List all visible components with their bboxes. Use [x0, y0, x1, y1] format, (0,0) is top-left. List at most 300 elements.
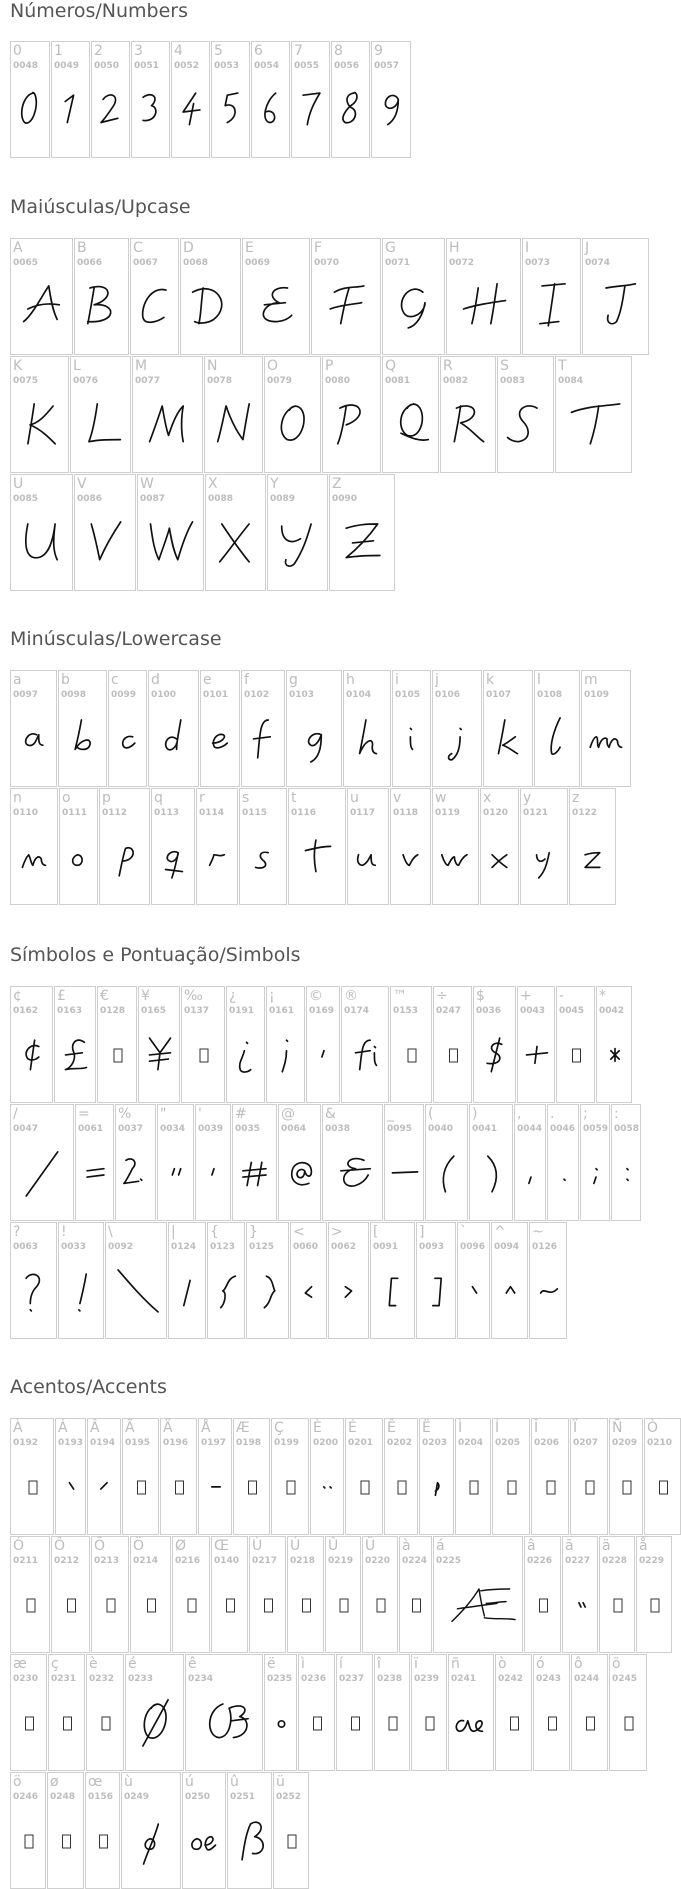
glyph-cell	[306, 986, 340, 1103]
glyph-cell	[87, 1418, 121, 1535]
glyph-cell	[10, 474, 73, 591]
glyph-character-label: á	[436, 1538, 445, 1554]
glyph-code-label: 0201	[348, 1438, 374, 1448]
glyph-character-label: Ç	[274, 1420, 284, 1436]
glyph-code-label: 0046	[550, 1124, 576, 1134]
glyph-code-label: 0039	[198, 1124, 224, 1134]
glyph-cell	[411, 1654, 447, 1771]
glyph-sample	[329, 1223, 368, 1338]
glyph-character-label: ù	[124, 1774, 133, 1790]
glyph-sample	[323, 357, 380, 472]
glyph-cell	[390, 986, 432, 1103]
glyph-character-label: L	[73, 358, 81, 374]
glyph-stroke	[385, 95, 398, 124]
glyph-stroke	[66, 1040, 87, 1069]
glyph-cell	[596, 986, 632, 1103]
glyph-stroke	[443, 1156, 453, 1192]
glyph-sample	[88, 1419, 120, 1534]
glyph-sample	[383, 357, 438, 472]
glyph-sample	[521, 789, 567, 904]
glyph-code-label: 0093	[419, 1242, 445, 1252]
missing-glyph-box	[408, 1049, 416, 1062]
glyph-character-label: p	[102, 790, 111, 806]
missing-glyph-box	[361, 1481, 369, 1494]
glyph-code-label: 0207	[573, 1438, 599, 1448]
glyph-cell	[384, 1418, 418, 1535]
glyph-sample	[268, 475, 327, 590]
glyph-cell	[137, 474, 204, 591]
glyph-character-label: Ú	[290, 1538, 301, 1554]
glyph-stroke	[338, 405, 360, 444]
glyph-code-label: 0114	[199, 808, 225, 818]
glyph-code-label: 0117	[350, 808, 376, 818]
glyph-cell	[287, 1536, 324, 1653]
glyph-cell	[345, 1418, 383, 1535]
glyph-character-label: v	[393, 790, 402, 806]
glyph-code-label: 0140	[214, 1556, 240, 1566]
glyph-stroke	[324, 1487, 331, 1488]
glyph-character-label: Ê	[387, 1420, 396, 1436]
glyph-code-label: 0224	[402, 1556, 428, 1566]
glyph-code-label: 0066	[77, 258, 103, 268]
glyph-stroke	[26, 1152, 57, 1196]
glyph-sample	[59, 1223, 103, 1338]
glyph-character-label: Õ	[94, 1538, 106, 1554]
glyph-code-label: 0083	[500, 376, 526, 386]
missing-glyph-box	[610, 1419, 642, 1534]
glyph-cell	[278, 1104, 321, 1221]
glyph-code-label: 0210	[647, 1438, 673, 1448]
missing-glyph-box	[385, 1419, 417, 1534]
missing-glyph-box	[637, 1537, 671, 1652]
glyph-code-label: 0119	[435, 808, 461, 818]
glyph-cell	[609, 1654, 647, 1771]
glyph-sample	[56, 1419, 85, 1534]
glyph-code-label: 0137	[184, 1006, 210, 1016]
glyph-character-label: Ü	[365, 1538, 376, 1554]
glyph-character-label: g	[289, 672, 298, 688]
glyph-sample	[523, 239, 580, 354]
glyph-sample	[11, 239, 72, 354]
glyph-sample	[330, 475, 394, 590]
glyph-stroke	[281, 406, 304, 440]
glyph-cell	[130, 238, 179, 355]
glyph-character-label: Y	[270, 476, 279, 492]
glyph-sample	[474, 987, 515, 1102]
glyph-stroke	[356, 1040, 377, 1069]
glyph-stroke	[488, 1156, 496, 1192]
glyph-character-label: x	[483, 790, 492, 806]
glyph-cell	[636, 1536, 672, 1653]
glyph-character-label: Ì	[458, 1420, 463, 1436]
glyph-sample	[60, 789, 97, 904]
glyph-code-label: 0243	[536, 1674, 562, 1684]
glyph-character-label: Í	[495, 1420, 500, 1436]
missing-glyph-box	[102, 1717, 110, 1730]
glyph-sample	[383, 239, 444, 354]
glyph-character-label: S	[500, 358, 509, 374]
glyph-cell	[580, 1104, 610, 1221]
glyph-cell	[264, 356, 321, 473]
glyph-code-label: 0228	[602, 1556, 628, 1566]
glyph-cell	[480, 788, 519, 905]
glyph-stroke	[218, 404, 250, 442]
glyph-cell	[207, 1222, 245, 1339]
glyph-cell	[288, 788, 346, 905]
glyph-cell	[291, 41, 330, 158]
glyph-character-label: /	[13, 1106, 18, 1122]
glyph-character-label: t	[291, 790, 297, 806]
glyph-stroke	[73, 855, 82, 866]
glyph-cell	[522, 238, 581, 355]
glyph-character-label: {	[210, 1224, 219, 1240]
glyph-code-label: 0069	[245, 258, 271, 268]
glyph-cell	[211, 41, 250, 158]
glyph-stroke	[585, 853, 600, 868]
glyph-sample	[342, 987, 388, 1102]
glyph-character-label: È	[313, 1420, 322, 1436]
glyph-cell	[571, 1654, 608, 1771]
glyph-code-label: 0115	[242, 808, 268, 818]
missing-glyph-box	[52, 1537, 89, 1652]
glyph-code-label: 0162	[13, 1006, 39, 1016]
glyph-code-label: 0252	[276, 1792, 302, 1802]
missing-glyph-box	[68, 1599, 76, 1612]
section-title-lowercase: Minúsculas/Lowercase	[10, 628, 222, 650]
glyph-code-label: 0089	[270, 494, 296, 504]
glyph-character-label: 6	[254, 43, 263, 59]
glyph-cell	[514, 1104, 546, 1221]
glyph-character-label: Ã	[125, 1420, 135, 1436]
glyph-sample	[581, 1105, 609, 1220]
missing-glyph-box	[11, 1655, 46, 1770]
glyph-code-label: 0220	[365, 1556, 391, 1566]
glyph-character-label: 7	[294, 43, 303, 59]
glyph-stroke	[26, 1274, 39, 1310]
missing-glyph-box	[200, 1049, 208, 1062]
glyph-code-label: 0216	[175, 1556, 201, 1566]
glyph-stroke	[183, 93, 200, 125]
glyph-character-label: ¥	[141, 988, 150, 1004]
glyph-character-label: Û	[328, 1538, 339, 1554]
glyph-cell	[148, 670, 199, 787]
glyph-stroke	[433, 1278, 441, 1305]
glyph-character-label: Æ	[236, 1420, 250, 1436]
missing-glyph-box	[586, 1481, 594, 1494]
glyph-stroke	[579, 1603, 585, 1607]
glyph-cell	[10, 238, 73, 355]
glyph-character-label: _	[387, 1106, 394, 1122]
glyph-cell	[97, 986, 137, 1103]
glyph-character-label: é	[128, 1656, 137, 1672]
glyph-stroke	[65, 95, 73, 122]
glyph-sample	[420, 1419, 453, 1534]
glyph-sample	[199, 1419, 231, 1534]
glyph-character-label: (	[428, 1106, 434, 1122]
glyph-character-label: ì	[301, 1656, 305, 1672]
glyph-code-label: 0042	[599, 1006, 625, 1016]
missing-glyph-box	[176, 1481, 184, 1494]
glyph-cell	[205, 474, 266, 591]
glyph-code-label: 0033	[61, 1242, 87, 1252]
glyph-code-label: 0217	[252, 1556, 278, 1566]
glyph-character-label: ñ	[451, 1656, 460, 1672]
glyph-cell	[392, 670, 431, 787]
missing-glyph-box	[64, 1717, 72, 1730]
glyph-character-label: â	[527, 1538, 536, 1554]
glyph-sample	[433, 789, 478, 904]
glyph-character-label: ô	[574, 1656, 583, 1672]
glyph-sample	[158, 1105, 193, 1220]
glyph-sample	[116, 1105, 155, 1220]
glyph-sample	[484, 671, 532, 786]
glyph-stroke	[499, 720, 518, 754]
glyph-cell	[343, 670, 391, 787]
missing-glyph-box	[234, 1419, 269, 1534]
glyph-sample	[139, 987, 179, 1102]
glyph-sample	[206, 475, 265, 590]
glyph-cell	[211, 1536, 248, 1653]
missing-glyph-box	[49, 1655, 84, 1770]
glyph-stroke	[264, 1276, 275, 1308]
glyph-character-label: T	[558, 358, 567, 374]
glyph-sample	[172, 42, 209, 157]
glyph-cell	[329, 474, 395, 591]
glyph-code-label: 0041	[472, 1124, 498, 1134]
glyph-cell	[180, 238, 241, 355]
glyph-stroke	[346, 524, 380, 558]
glyph-code-label: 0246	[13, 1792, 39, 1802]
glyph-code-label: 0227	[565, 1556, 591, 1566]
glyph-sample	[287, 671, 341, 786]
glyph-code-label: 0236	[301, 1674, 327, 1684]
missing-glyph-box	[645, 1419, 680, 1534]
glyph-sample	[391, 789, 430, 904]
glyph-character-label: 8	[334, 43, 343, 59]
glyph-stroke	[151, 522, 193, 560]
missing-glyph-box	[534, 1655, 569, 1770]
glyph-cell	[233, 1418, 270, 1535]
glyph-character-label: ?	[13, 1224, 21, 1240]
glyph-code-label: 0196	[163, 1438, 189, 1448]
glyph-code-label: 0097	[13, 690, 39, 700]
missing-glyph-box	[375, 1655, 409, 1770]
glyph-character-label: A	[13, 240, 23, 256]
glyph-cell	[200, 670, 240, 787]
glyph-character-label: ã	[565, 1538, 574, 1554]
glyph-stroke	[166, 852, 183, 878]
glyph-character-label: u	[350, 790, 359, 806]
glyph-code-label: 0056	[334, 61, 360, 71]
glyph-cell	[75, 1104, 114, 1221]
glyph-cell	[10, 1104, 74, 1221]
glyph-sample	[227, 987, 264, 1102]
glyph-cell	[58, 670, 107, 787]
glyph-code-label: 0084	[558, 376, 584, 386]
glyph-stroke	[454, 406, 483, 442]
glyph-sample	[11, 475, 72, 590]
glyph-cell	[382, 238, 445, 355]
section-title-numbers: Números/Numbers	[10, 0, 188, 22]
glyph-code-label: 0112	[102, 808, 128, 818]
glyph-cell	[609, 1418, 643, 1535]
glyph-cell	[59, 788, 98, 905]
glyph-stroke	[150, 1038, 171, 1070]
glyph-cell	[325, 1536, 361, 1653]
glyph-cell	[196, 788, 238, 905]
glyph-cell	[125, 1654, 184, 1771]
glyph-stroke	[527, 1047, 548, 1064]
missing-glyph-box	[426, 1717, 434, 1730]
glyph-code-label: 0213	[94, 1556, 120, 1566]
glyph-stroke	[210, 1704, 248, 1738]
glyph-stroke	[537, 853, 550, 878]
glyph-character-label: i	[395, 672, 399, 688]
glyph-stroke	[172, 1169, 180, 1175]
glyph-code-label: 0108	[537, 690, 563, 700]
glyph-cell	[10, 1772, 46, 1889]
glyph-cell	[374, 1654, 410, 1771]
glyph-code-label: 0128	[100, 1006, 126, 1016]
glyph-cell	[529, 1222, 567, 1339]
glyph-cell	[70, 356, 131, 473]
glyph-sample	[131, 239, 178, 354]
glyph-cell	[74, 238, 129, 355]
glyph-sample	[181, 239, 240, 354]
glyph-code-label: 0052	[174, 61, 200, 71]
glyph-character-label: R	[443, 358, 453, 374]
glyph-code-label: 0049	[54, 61, 80, 71]
glyph-sample	[481, 789, 518, 904]
glyph-stroke	[564, 1179, 565, 1180]
missing-glyph-box	[288, 1537, 323, 1652]
glyph-cell	[432, 788, 479, 905]
glyph-character-label: Q	[385, 358, 397, 374]
glyph-code-label: 0054	[254, 61, 280, 71]
glyph-cell	[10, 41, 50, 158]
glyph-cell	[286, 670, 342, 787]
missing-glyph-box	[138, 1481, 146, 1494]
glyph-character-label: &	[325, 1106, 336, 1122]
glyph-character-label: í	[339, 1656, 343, 1672]
missing-glyph-box	[389, 1717, 397, 1730]
glyph-cell	[555, 356, 632, 473]
glyph-character-label: U	[13, 476, 24, 492]
missing-glyph-box	[272, 1419, 308, 1534]
glyph-code-label: 0102	[244, 690, 270, 700]
glyph-character-label: F	[314, 240, 323, 256]
glyph-code-label: 0225	[436, 1556, 462, 1566]
glyph-character-label: B	[77, 240, 87, 256]
glyph-character-label: Ó	[13, 1538, 25, 1554]
glyph-cell	[448, 1654, 494, 1771]
glyph-sample	[583, 239, 648, 354]
glyph-sample	[344, 671, 390, 786]
glyph-code-label: 0233	[128, 1674, 154, 1684]
missing-glyph-box	[131, 1537, 170, 1652]
glyph-cell	[581, 670, 631, 787]
glyph-stroke	[118, 1270, 158, 1312]
glyph-code-label: 0110	[13, 808, 39, 818]
glyph-sample	[247, 1223, 288, 1338]
glyph-cell	[58, 1222, 104, 1339]
glyph-stroke	[282, 1040, 287, 1072]
glyph-cell	[160, 1418, 197, 1535]
glyph-code-label: 0165	[141, 1006, 167, 1016]
glyph-code-label: 0250	[185, 1792, 211, 1802]
glyph-code-label: 0199	[274, 1438, 300, 1448]
glyph-cell	[311, 238, 381, 355]
glyph-cell	[547, 1104, 579, 1221]
glyph-character-label: f	[244, 672, 249, 688]
missing-glyph-box	[660, 1481, 668, 1494]
glyph-code-label: 0244	[574, 1674, 600, 1684]
glyph-character-label: G	[385, 240, 396, 256]
glyph-character-label: Ø	[175, 1538, 187, 1554]
missing-glyph-box	[614, 1599, 622, 1612]
glyph-stroke	[75, 720, 90, 749]
glyph-cell	[131, 41, 170, 158]
glyph-cell	[517, 986, 555, 1103]
glyph-code-label: 0191	[229, 1006, 255, 1016]
glyph-stroke	[309, 734, 322, 762]
glyph-character-label: w	[435, 790, 447, 806]
missing-glyph-box	[288, 1835, 296, 1848]
glyph-sample	[267, 987, 304, 1102]
glyph-sample	[138, 475, 203, 590]
glyph-sample	[530, 1223, 566, 1338]
missing-glyph-box	[571, 1419, 607, 1534]
glyph-sample	[515, 1105, 545, 1220]
glyph-character-label: +	[520, 988, 532, 1004]
glyph-character-label: ï	[414, 1656, 418, 1672]
glyph-stroke	[184, 1280, 190, 1305]
glyph-stroke	[87, 1169, 104, 1177]
glyph-code-label: 0116	[291, 808, 317, 818]
glyph-sample	[152, 789, 194, 904]
glyph-cell	[10, 670, 57, 787]
glyph-code-label: 0247	[436, 1006, 462, 1016]
glyph-stroke	[263, 288, 291, 322]
glyph-cell	[251, 41, 290, 158]
missing-glyph-box	[508, 1481, 516, 1494]
glyph-code-label: 0078	[207, 376, 233, 386]
glyph-cell	[198, 1418, 232, 1535]
glyph-character-label: O	[267, 358, 279, 374]
glyph-code-label: 0118	[393, 808, 419, 818]
glyph-sample	[75, 475, 135, 590]
glyph-character-label: 4	[174, 43, 183, 59]
missing-glyph-box	[107, 1599, 115, 1612]
glyph-code-label: 0076	[73, 376, 99, 386]
glyph-cell	[74, 474, 136, 591]
glyph-character-label: Ä	[163, 1420, 173, 1436]
glyph-sample	[323, 1105, 382, 1220]
glyph-sample	[312, 239, 380, 354]
glyph-sample	[393, 671, 430, 786]
glyph-sample	[11, 987, 52, 1102]
missing-glyph-box	[352, 1717, 360, 1730]
glyph-code-label: 0161	[269, 1006, 295, 1016]
missing-glyph-box	[511, 1717, 519, 1730]
glyph-cell	[419, 1418, 454, 1535]
glyph-cell	[347, 788, 389, 905]
glyph-character-label: À	[13, 1420, 23, 1436]
glyph-code-label: 0156	[88, 1792, 114, 1802]
glyph-cell	[10, 1418, 54, 1535]
missing-glyph-box	[182, 987, 224, 1102]
glyph-character-label: ÷	[436, 988, 448, 1004]
